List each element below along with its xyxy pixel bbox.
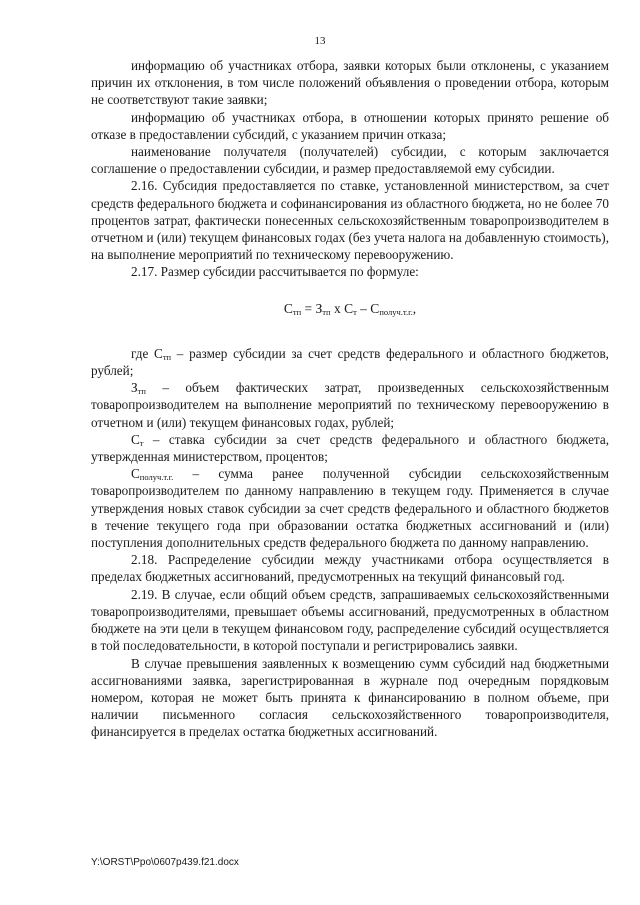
definition-z-tp-sub: тп <box>137 386 146 397</box>
definition-c-tp-sub: тп <box>162 351 172 362</box>
definition-c-tp <box>91 345 609 379</box>
paragraph-rejected-participants: информацию об участниках отбора, заявки которых были отклонены, с указанием причин их отклонения, в том числе положений объявления о проведении отбора, которым не соответствуют такие заявки; <box>91 58 609 108</box>
definition-z-tp <box>91 379 609 431</box>
formula-c-poluch-sub: получ.т.г. <box>379 306 413 317</box>
definition-c-t-sub: т <box>139 437 144 448</box>
definition-c-tp-text: – размер субсидии за счет средств федерального и областного бюджетов, рублей; <box>91 345 609 379</box>
formula-times: х <box>330 300 345 316</box>
definition-c-t <box>91 431 609 465</box>
definition-c-t-text: – ставка субсидии за счет средств федерального и областного бюджета, утвержденная министерством, процентов; <box>91 431 609 465</box>
definition-c-poluch-symbol: С <box>131 466 140 482</box>
document-body <box>91 57 609 741</box>
definition-z-tp-symbol: З <box>131 380 138 396</box>
formula-equals: = <box>301 300 316 316</box>
formula-c-tp: С <box>283 300 293 316</box>
subsidy-formula <box>91 300 609 317</box>
definition-c-poluch <box>91 465 609 551</box>
paragraph-2-19: 2.19. В случае, если общий объем средств, запрашиваемых сельскохозяйственными товаропроизводителями, превышает объемы ассигнований, предусмотренных в областном бюджете на эти цели в текущем финансовом году, распределение субсидий осуществляется в той последовательности, в которой поступали и регистрировались заявки. <box>91 586 609 654</box>
formula-c-t: С <box>344 300 354 316</box>
definition-z-tp-text: – объем фактических затрат, произведенных сельскохозяйственным товаропроизводителем на выполнение мероприятий по техническому перевооружению в отчетном и (или) текущем финансовых годах, рублей; <box>91 380 609 430</box>
page-number: 13 <box>314 35 326 47</box>
formula-c-poluch: С <box>370 300 380 316</box>
paragraph-2-18: 2.18. Распределение субсидии между участниками отбора осуществляется в пределах бюджетных ассигнований, предусмотренных на текущий финансовый год. <box>91 552 609 585</box>
paragraph-refused-participants: информацию об участниках отбора, в отношении которых принято решение об отказе в предоставлении субсидий, с указанием причин отказа; <box>91 109 609 142</box>
formula-end: , <box>412 300 417 316</box>
definition-c-tp-symbol: где С <box>131 345 163 361</box>
formula-z-tp: З <box>315 300 323 316</box>
definition-c-t-symbol: С <box>131 431 140 447</box>
formula-minus: – <box>356 300 371 316</box>
definition-c-poluch-text: – сумма ранее полученной субсидии сельскохозяйственным товаропроизводителем по данному направлению в текущем году. Применяется в случае утверждения новых ставок субсидии за счет средств федерального и областного бюджетов в течение текущего года при образовании остатка бюджетных ассигнований и (или) поступления дополнительных средств федерального бюджета по данному направлению. <box>91 466 609 551</box>
paragraph-excess-claims: В случае превышения заявленных к возмещению сумм субсидий над бюджетными ассигнованиями заявка, зарегистрированная в журнале под очередным порядковым номером, которая не может быть принята к финансированию в полном объеме, при наличии письменного согласия сельскохозяйственного товаропроизводителя, финансируется в пределах остатка бюджетных ассигнований. <box>91 655 609 740</box>
definition-c-poluch-sub: получ.т.г. <box>139 472 174 483</box>
formula-c-tp-sub: тп <box>292 306 302 317</box>
formula-c-t-sub: т <box>353 306 357 317</box>
paragraph-2-17: 2.17. Размер субсидии рассчитывается по формуле: <box>131 264 419 280</box>
paragraph-recipient-name: наименование получателя (получателей) субсидии, с которым заключается соглашение о предоставлении субсидии, и размер предоставляемой ему субсидии. <box>91 144 609 177</box>
formula-z-tp-sub: тп <box>322 306 331 317</box>
paragraph-2-16: 2.16. Субсидия предоставляется по ставке, установленной министерством, за счет средств федерального бюджета и софинансирования из областного бюджета, но не более 70 процентов затрат, фактически понесенных сельскохозяйственным товаропроизводителем в отчетном и (или) текущем финансовых годах (без учета налога на добавленную стоимость), на выполнение мероприятий по техническому перевооружению. <box>91 178 609 263</box>
footer-file-path: Y:\ORST\Ppo\0607p439.f21.docx <box>91 857 239 868</box>
